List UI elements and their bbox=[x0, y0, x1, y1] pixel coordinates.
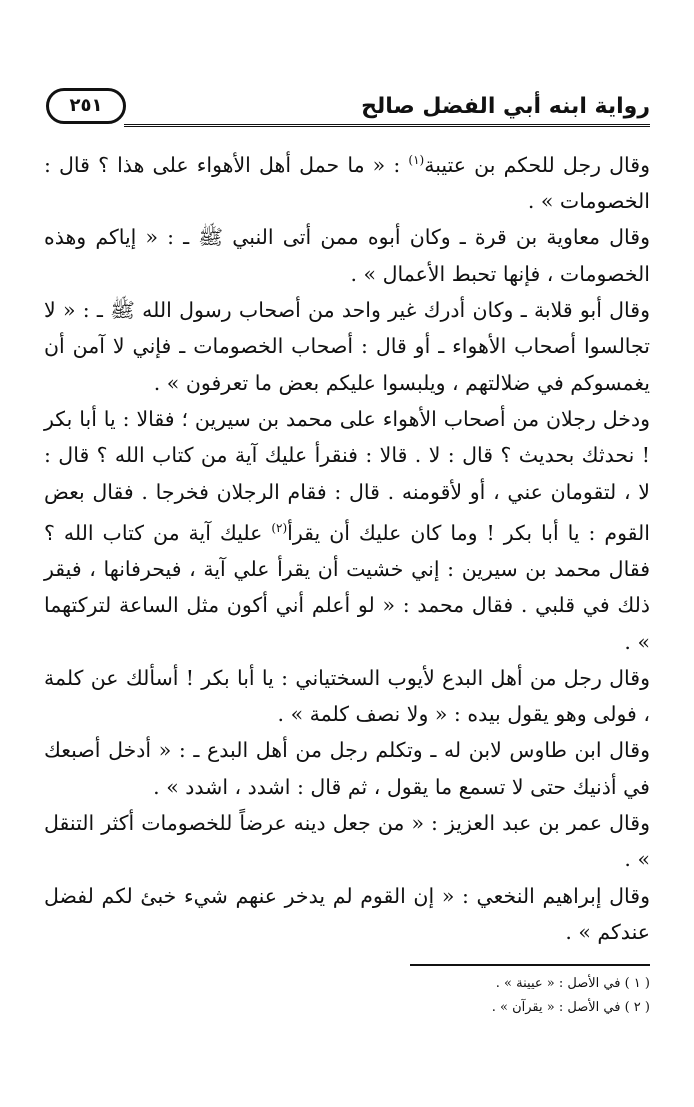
body-text bbox=[44, 142, 650, 950]
paragraph: وقال إبراهيم النخعي : « إن القوم لم يدخر عنهم شيء خبئ لكم لفضل عندكم » . bbox=[44, 883, 650, 944]
paragraph: وقال معاوية بن قرة ـ وكان أبوه ممن أتى النبي ﷺ ـ : « إياكم وهذه الخصومات ، فإنها تحبط الأعمال » . bbox=[44, 225, 650, 286]
page-number: ٢٥١ bbox=[46, 88, 126, 124]
footnotes bbox=[44, 972, 650, 1020]
footnote-marker: (١) bbox=[408, 153, 425, 167]
page-header bbox=[44, 88, 650, 132]
footnote-rule bbox=[410, 964, 650, 966]
paragraph: ودخل رجلان من أصحاب الأهواء على محمد بن سيرين ؛ فقالا : يا أبا بكر ! نحدثك بحديث ؟ قال : لا . قالا : فنقرأ عليك آية من كتاب الله ؟ قال : لا ، لتقومان عني ، أو لأقومنه . قال : فقام الرجلان فخرجا . فقال بعض القوم : يا أبا بكر ! وما كان عليك أن يقرأ$^{(٢)}$ عليك آية من كتاب الله ؟ فقال محمد بن سيرين : إني خشيت أن يقرأ علي آية ، فيحرفانها ، فيقر ذلك في قلبي . فقال محمد : « لو أعلم أني أكون مثل الساعة لتركتهما » . bbox=[44, 406, 650, 654]
book-page bbox=[44, 88, 650, 1088]
paragraph: وقال ابن طاوس لابن له ـ وتكلم رجل من أهل البدع ـ : « أدخل أصبعك في أذنيك حتى لا تسمع ما يقول ، ثم قال : اشدد ، اشدد » . bbox=[44, 738, 650, 799]
footnote: ( ٢ ) في الأصل : « يقرآن » . bbox=[491, 1000, 650, 1016]
paragraph: وقال رجل من أهل البدع لأيوب السختياني : يا أبا بكر ! أسألك عن كلمة ، فولى وهو يقول بيده : « ولا نصف كلمة » . bbox=[44, 665, 650, 727]
footnote: ( ١ ) في الأصل : « عيينة » . bbox=[495, 976, 650, 992]
paragraph: وقال رجل للحكم بن عتيبة$^{(١)}$ : « ما حمل أهل الأهواء على هذا ؟ قال : الخصومات » . bbox=[44, 152, 650, 214]
running-title: رواية ابنه أبي الفضل صالح bbox=[361, 94, 650, 119]
footnote-marker: (٢) bbox=[271, 520, 288, 535]
header-rule bbox=[124, 124, 650, 130]
paragraph: وقال أبو قلابة ـ وكان أدرك غير واحد من أصحاب رسول الله ﷺ ـ : « لا تجالسوا أصحاب الأهواء ـ أو قال : أصحاب الخصومات ـ فإني لا آمن أن يغمسوكم في ضلالتهم ، ويلبسوا عليكم بعض ما تعرفون » . bbox=[44, 298, 650, 395]
paragraph: وقال عمر بن عبد العزيز : « من جعل دينه عرضاً للخصومات أكثر التنقل » . bbox=[44, 811, 650, 872]
